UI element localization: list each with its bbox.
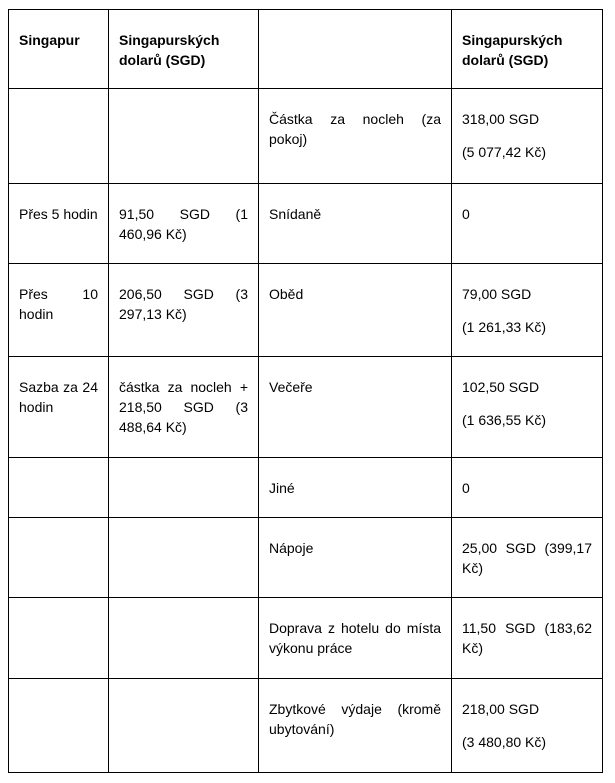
expense-amount: 102,50 SGD (1 636,55 Kč): [452, 357, 603, 458]
row-rate: [109, 458, 259, 518]
expense-item: Částka za nocleh (za pokoj): [259, 89, 452, 184]
expense-item: Večeře: [259, 357, 452, 458]
table-row: [9, 264, 603, 357]
row-rate: 91,50 SGD (1 460,96 Kč): [109, 184, 259, 264]
table-row: [9, 598, 603, 679]
header-currency-1: Singapurských dolarů (SGD): [109, 10, 259, 89]
expense-item: Snídaně: [259, 184, 452, 264]
expense-amount: 0: [452, 458, 603, 518]
expense-amount: 11,50 SGD (183,62 Kč): [452, 598, 603, 679]
row-label: [9, 679, 109, 773]
row-label: [9, 89, 109, 184]
row-rate: 206,50 SGD (3 297,13 Kč): [109, 264, 259, 357]
expense-item: Zbytkové výdaje (kromě ubytování): [259, 679, 452, 773]
header-empty: [259, 10, 452, 89]
row-label: Sazba za 24 hodin: [9, 357, 109, 458]
expense-amount: 79,00 SGD (1 261,33 Kč): [452, 264, 603, 357]
table-row: [9, 357, 603, 458]
expense-item: Doprava z hotelu do místa výkonu práce: [259, 598, 452, 679]
expense-amount: 318,00 SGD (5 077,42 Kč): [452, 89, 603, 184]
row-rate: [109, 679, 259, 773]
allowance-table: [8, 9, 603, 773]
row-label: Přes 5 hodin: [9, 184, 109, 264]
expense-item: Jiné: [259, 458, 452, 518]
row-label: [9, 458, 109, 518]
expense-item: Nápoje: [259, 518, 452, 598]
row-rate: [109, 89, 259, 184]
expense-amount: 218,00 SGD (3 480,80 Kč): [452, 679, 603, 773]
table-row: [9, 89, 603, 184]
row-rate: [109, 518, 259, 598]
expense-amount: 25,00 SGD (399,17 Kč): [452, 518, 603, 598]
row-label: [9, 598, 109, 679]
row-label: Přes 10 hodin: [9, 264, 109, 357]
header-currency-2: Singapurských dolarů (SGD): [452, 10, 603, 89]
table-row: [9, 458, 603, 518]
row-label: [9, 518, 109, 598]
header-country: Singapur: [9, 10, 109, 89]
table-row: [9, 184, 603, 264]
row-rate: [109, 598, 259, 679]
expense-item: Oběd: [259, 264, 452, 357]
expense-amount: 0: [452, 184, 603, 264]
table-header-row: [9, 10, 603, 89]
table-row: [9, 679, 603, 773]
row-rate: částka za nocleh + 218,50 SGD (3 488,64 Kč): [109, 357, 259, 458]
table-row: [9, 518, 603, 598]
